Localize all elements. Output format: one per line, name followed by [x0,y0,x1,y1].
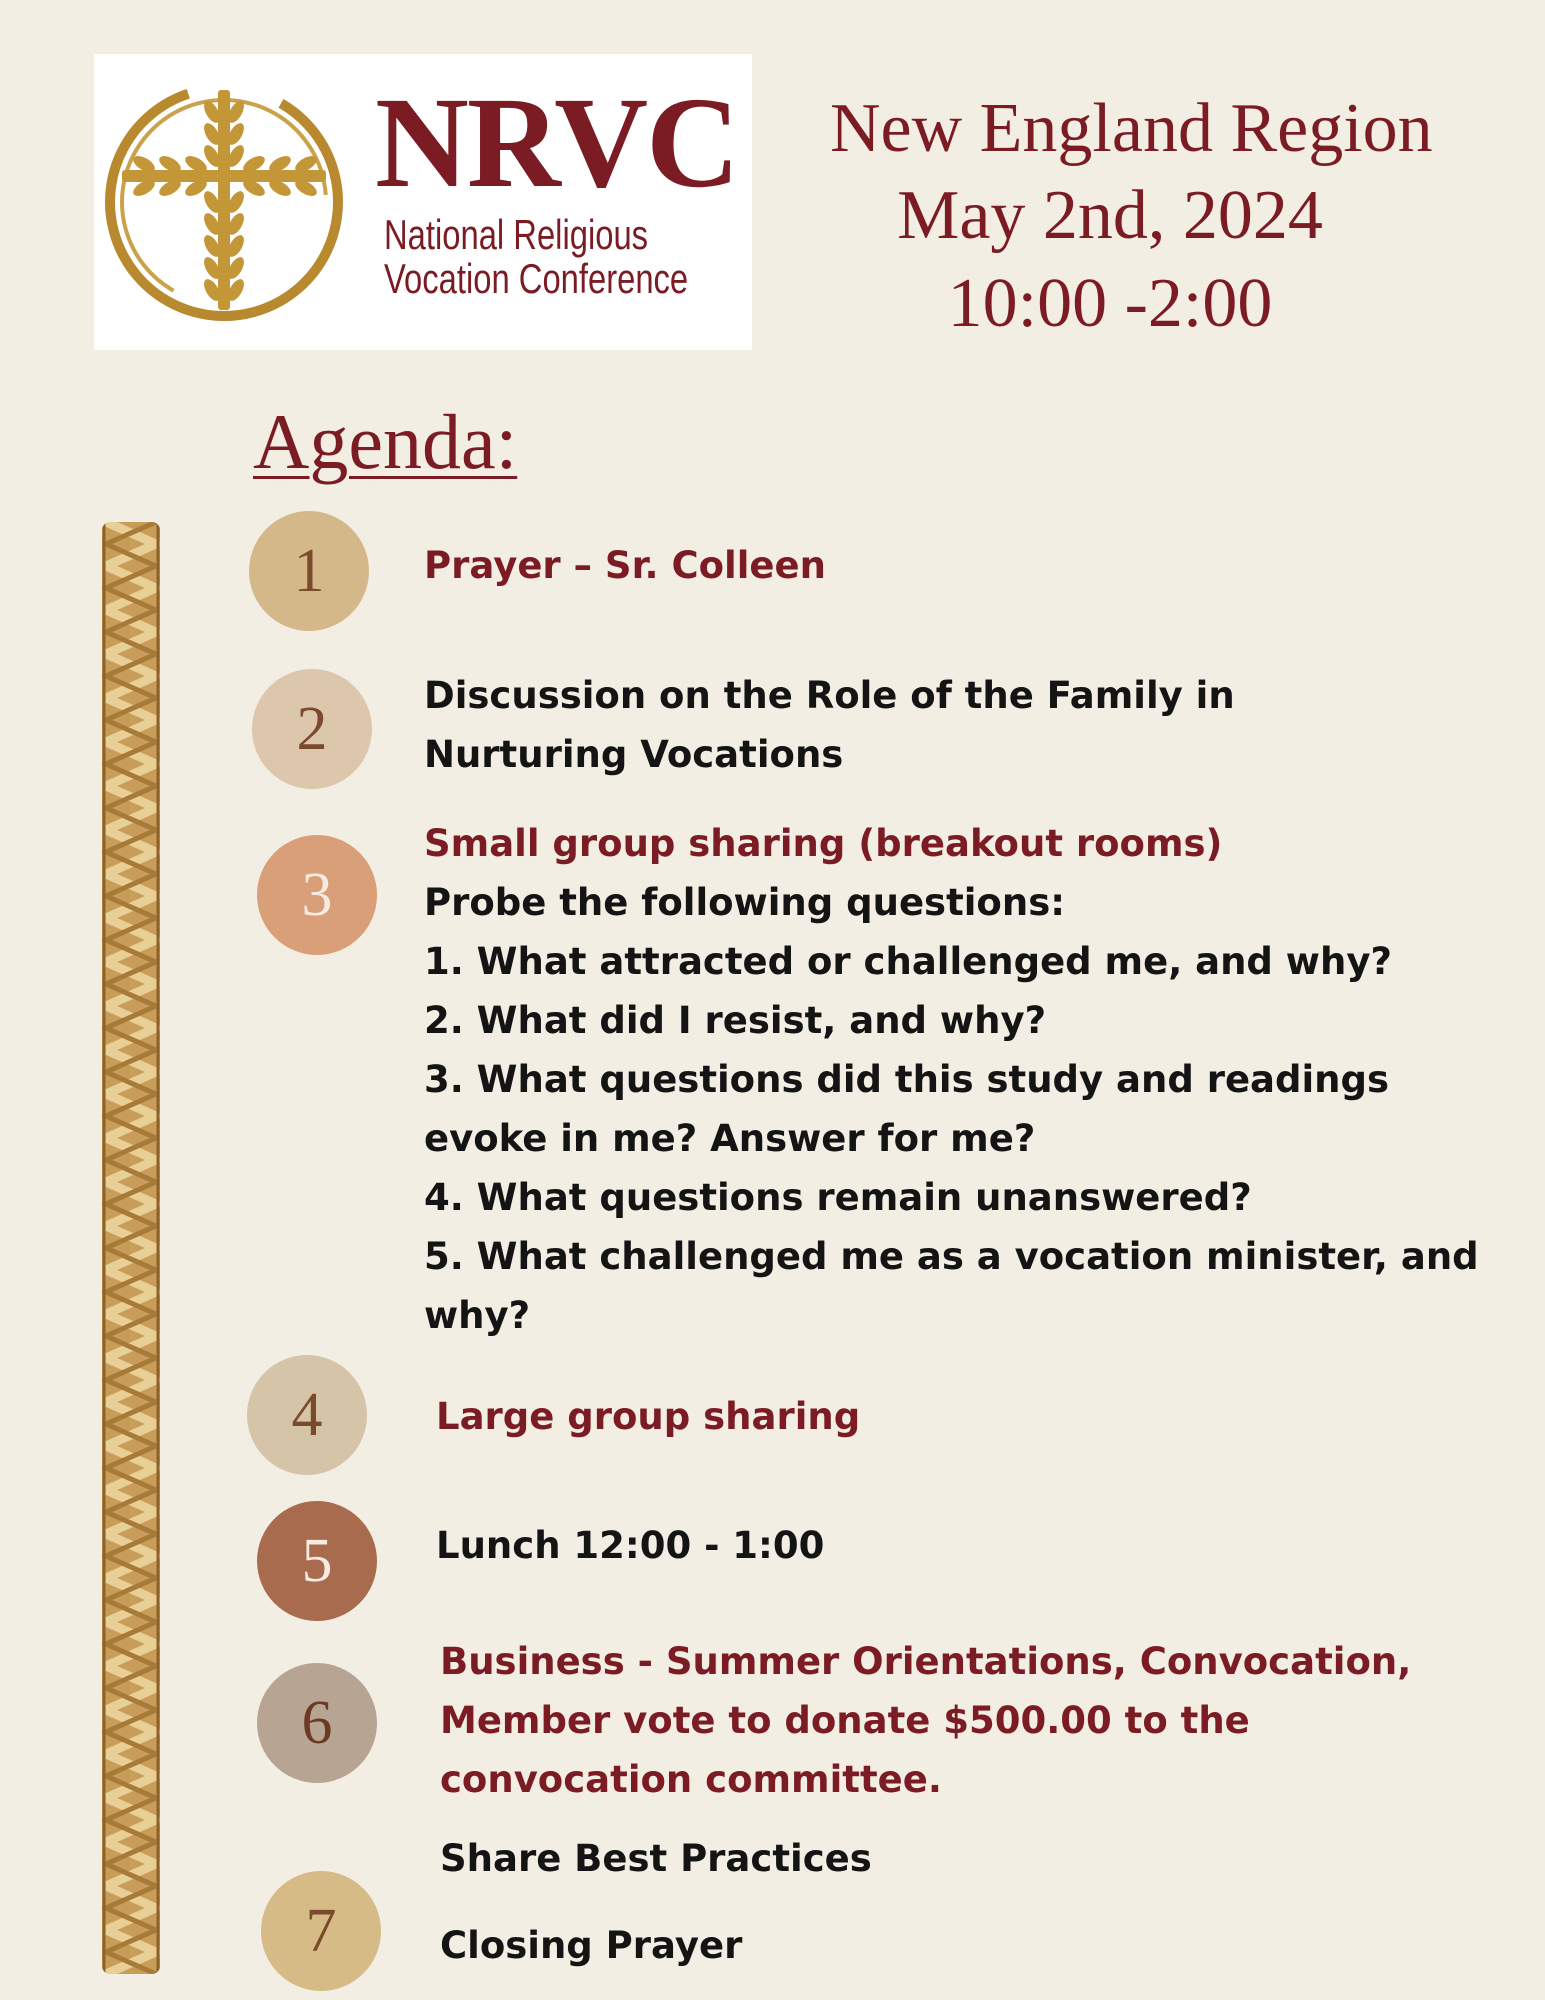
wheat-cross-icon [94,72,354,332]
agenda-item-line: why? [424,1294,531,1337]
agenda-item-line: Closing Prayer [440,1924,743,1967]
braided-rope-decoration [102,522,160,1974]
agenda-item-line: 2. What did I resist, and why? [424,999,1047,1042]
agenda-item-line: 4. What questions remain unanswered? [424,1176,1252,1219]
agenda-number-badge-2 [249,666,375,792]
agenda-item-line: Probe the following questions: [424,881,1066,924]
agenda-item-line: 3. What questions did this study and readings [424,1058,1390,1101]
agenda-item-line: evoke in me? Answer for me? [424,1117,1036,1160]
agenda-item-2 [424,666,1235,784]
agenda-item-7 [440,1916,742,1975]
badge-number: 2 [296,695,328,763]
region-title: New England Region [830,90,1433,167]
agenda-number-badge-6 [254,1660,380,1786]
logo-name-line2: Vocation Conference [384,255,689,302]
agenda-item-line: Member vote to donate $500.00 to the [440,1699,1250,1742]
badge-number: 4 [291,1381,323,1449]
badge-number: 1 [293,537,325,605]
event-time: 10:00 -2:00 [947,265,1273,342]
agenda-item-line: Lunch 12:00 - 1:00 [436,1524,825,1567]
agenda-item-line: Share Best Practices [440,1837,872,1880]
agenda-item-line: Nurturing Vocations [424,733,844,776]
agenda-item-3 [424,814,1479,1345]
agenda-item-line: Prayer – Sr. Colleen [424,544,826,587]
badge-number: 6 [301,1689,333,1757]
agenda-item-4 [436,1387,860,1446]
agenda-item-line: Discussion on the Role of the Family in [424,674,1235,717]
badge-number: 7 [305,1897,337,1965]
agenda-item-1 [424,536,826,595]
agenda-number-badge-3 [254,832,380,958]
agenda-item-line: Business - Summer Orientations, Convocation, [440,1640,1412,1683]
badge-number: 3 [301,861,333,929]
agenda-item-line: Large group sharing [436,1395,861,1438]
agenda-item-line: 5. What challenged me as a vocation minister, and [424,1235,1479,1278]
agenda-item-line: 1. What attracted or challenged me, and why? [424,940,1392,983]
agenda-number-badge-7 [258,1868,384,1994]
agenda-item-6 [440,1632,1411,1809]
agenda-item-line: convocation committee. [440,1758,942,1801]
agenda-number-badge-4 [244,1352,370,1478]
logo-organization-name [384,213,688,301]
logo-acronym: NRVC [375,71,738,215]
agenda-item-line: Small group sharing (breakout rooms) [424,822,1223,865]
event-date: May 2nd, 2024 [897,177,1323,254]
agenda-item-share-best-practices [440,1829,872,1888]
agenda-number-badge-1 [246,508,372,634]
agenda-number-badge-5 [254,1498,380,1624]
agenda-item-5 [436,1516,824,1575]
agenda-heading: Agenda: [253,398,518,485]
logo-name-line1: National Religious [384,211,649,258]
badge-number: 5 [301,1527,333,1595]
